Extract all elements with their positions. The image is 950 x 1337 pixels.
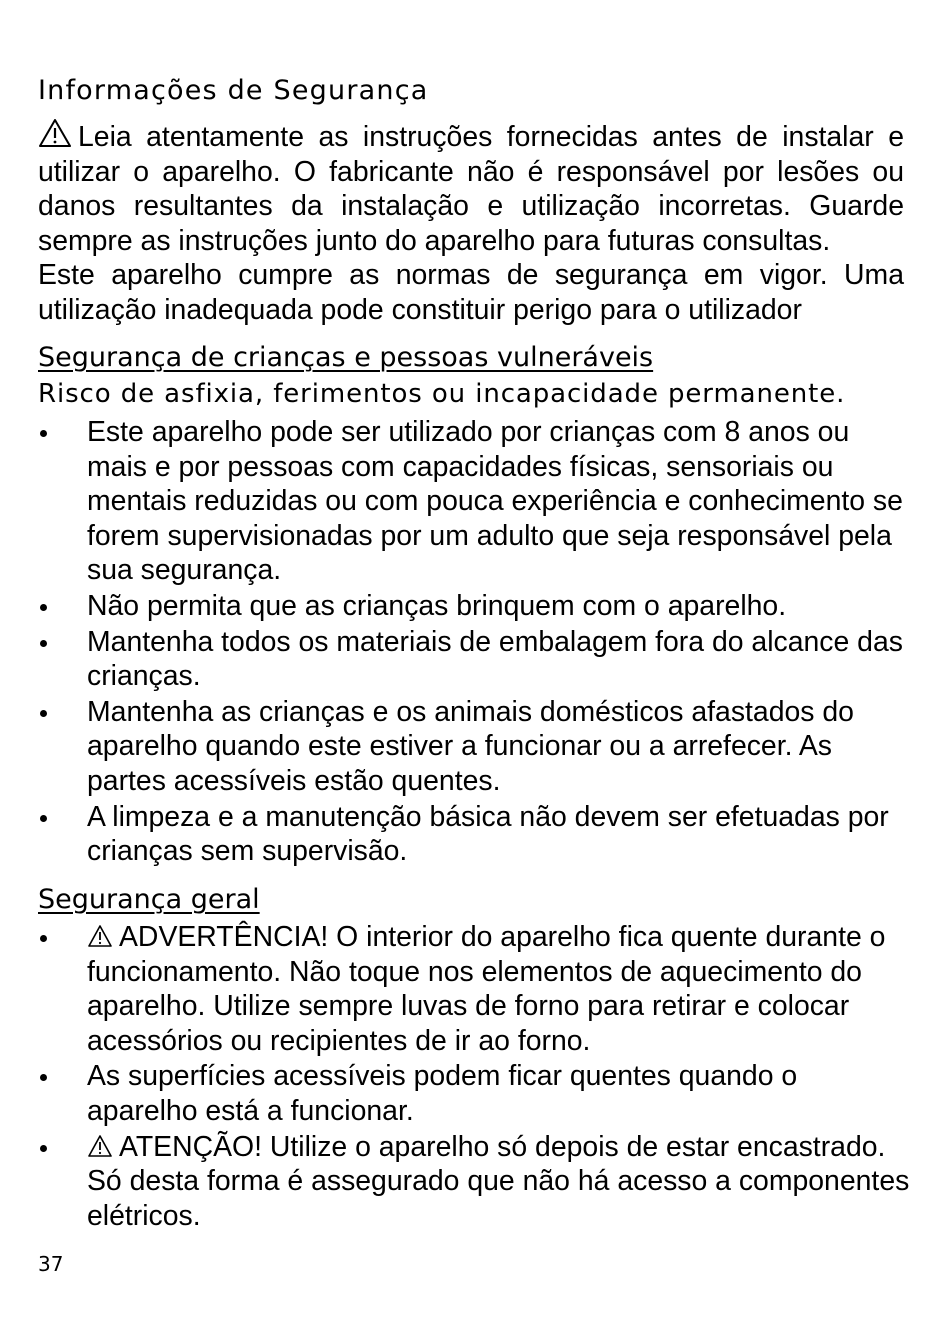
bullet-icon	[40, 710, 47, 717]
list-item	[38, 800, 910, 869]
list-item-text: As superfícies acessíveis podem ficar quentes quando o aparelho está a funcionar.	[87, 1060, 798, 1127]
list-item-text: Não permita que as crianças brinquem com o aparelho.	[87, 589, 787, 622]
list-item	[38, 695, 910, 799]
bullet-icon	[40, 604, 47, 611]
intro-paragraph	[38, 118, 904, 258]
list-item-text: Mantenha as crianças e os animais domésticos afastados do aparelho quando este estiver a funcionar ou a arrefecer. As partes acessíveis estão quentes.	[87, 695, 854, 797]
warning-triangle-icon	[38, 118, 72, 148]
intro-text-1: Leia atentamente as instruções fornecidas antes de instalar e utilizar o aparelho. O fabricante não é responsável por lesões ou danos resultantes da instalação e utilização incorretas. Guarde sempre as instruções junto do aparelho para futuras consultas.	[38, 121, 904, 257]
list-item	[38, 589, 910, 624]
list-item-text: A limpeza e a manutenção básica não devem ser efetuadas por crianças sem supervisão.	[87, 800, 889, 868]
warning-triangle-icon	[87, 924, 113, 948]
children-safety-list	[38, 415, 910, 869]
list-item	[38, 1059, 910, 1128]
general-safety-section	[38, 882, 910, 1234]
bullet-icon	[40, 935, 47, 942]
list-item	[38, 415, 910, 588]
general-safety-heading: Segurança geral	[38, 884, 260, 915]
children-safety-heading: Segurança de crianças e pessoas vulneráveis	[38, 342, 654, 373]
list-item-text: ADVERTÊNCIA! O interior do aparelho fica quente durante o funcionamento. Não toque nos elementos de aquecimento do aparelho. Utilize sempre luvas de forno para retirar e colocar acessórios ou recipientes de ir ao forno.	[87, 921, 886, 1057]
intro-paragraph-2: Este aparelho cumpre as normas de segurança em vigor. Uma utilização inadequada pode constituir perigo para o utilizador	[38, 259, 904, 326]
bullet-icon	[40, 815, 47, 822]
list-item-text: ATENÇÃO! Utilize o aparelho só depois de estar encastrado. Só desta forma é assegurado que não há acesso a componentes elétricos.	[87, 1130, 910, 1232]
bullet-icon	[40, 1074, 47, 1081]
list-item	[38, 625, 910, 694]
list-item-text: Mantenha todos os materiais de embalagem fora do alcance das crianças.	[87, 625, 903, 693]
bullet-icon	[40, 640, 47, 647]
children-safety-section	[38, 340, 910, 870]
page-number: 37	[38, 1252, 64, 1276]
list-item-text: Este aparelho pode ser utilizado por crianças com 8 anos ou mais e por pessoas com capacidades físicas, sensoriais ou mentais reduzidas ou com pouca experiência e conhecimento se forem supervisionadas por um adulto que seja responsável pela sua segurança.	[87, 416, 903, 587]
bullet-icon	[40, 1145, 47, 1152]
general-safety-list	[38, 920, 910, 1233]
page-title: Informações de Segurança	[38, 75, 429, 106]
list-item	[38, 1130, 910, 1234]
list-item	[38, 920, 910, 1058]
warning-triangle-icon	[87, 1134, 113, 1158]
children-safety-subheading: Risco de asfixia, ferimentos ou incapacidade permanente.	[38, 379, 846, 409]
bullet-icon	[40, 430, 47, 437]
intro-block	[38, 118, 904, 328]
